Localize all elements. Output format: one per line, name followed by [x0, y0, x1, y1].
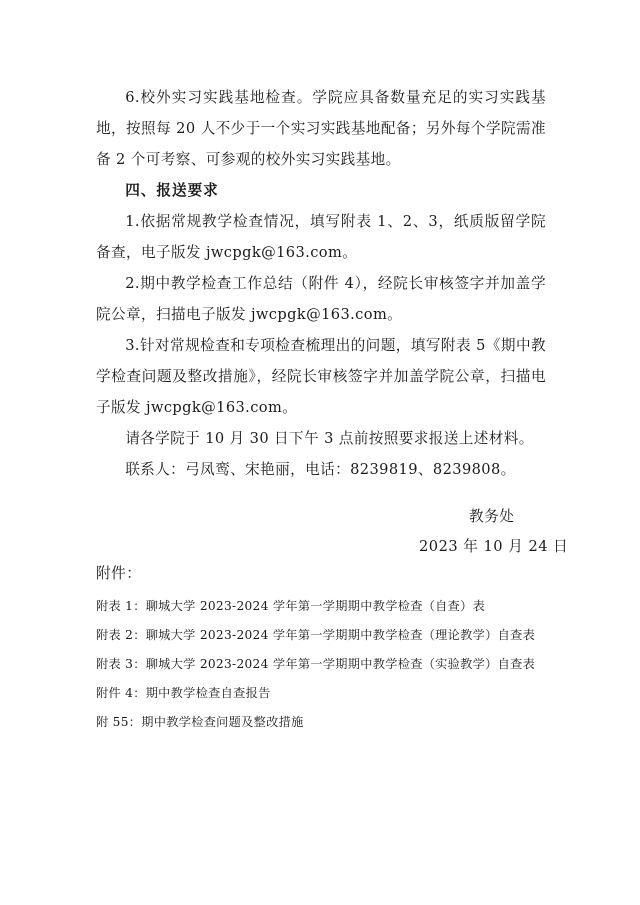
- signature-date: 2023 年 10 月 24 日: [419, 538, 569, 555]
- signature-office: 教务处: [469, 508, 515, 525]
- attachment-item: 附 55：期中教学检查问题及整改措施: [96, 715, 304, 729]
- attachments-title: 附件：: [96, 565, 142, 582]
- paragraph-deadline: 请各学院于 10 月 30 日下午 3 点前按照要求报送上述材料。: [125, 430, 534, 447]
- attachments-list: [96, 592, 535, 737]
- document-body: [96, 82, 546, 485]
- paragraph-requirement-2: 2.期中教学检查工作总结（附件 4），经院长审核签字并加盖学院公章，扫描电子版发 jwcpgk@163.com。: [96, 275, 546, 323]
- attachment-item: 附件 4：期中教学检查自查报告: [96, 686, 271, 700]
- section-heading-submission: 四、报送要求: [125, 182, 219, 199]
- attachment-item: 附表 1：聊城大学 2023-2024 学年第一学期期中教学检查（自查）表: [96, 599, 486, 613]
- attachment-item: 附表 2：聊城大学 2023-2024 学年第一学期期中教学检查（理论教学）自查表: [96, 628, 536, 642]
- paragraph-requirement-1: 1.依据常规教学检查情况，填写附表 1、2、3，纸质版留学院备查，电子版发 jwcpgk@163.com。: [96, 213, 546, 261]
- paragraph-practice-base-check: 6.校外实习实践基地检查。学院应具备数量充足的实习实践基地，按照每 20 人不少于一个实习实践基地配备；另外每个学院需准备 2 个可考察、可参观的校外实习实践基地。: [96, 89, 546, 168]
- attachment-item: 附表 3：聊城大学 2023-2024 学年第一学期期中教学检查（实验教学）自查表: [96, 657, 536, 671]
- paragraph-contact: 联系人：弓凤鸾、宋艳丽，电话：8239819、8239808。: [125, 461, 516, 478]
- paragraph-requirement-3: 3.针对常规检查和专项检查梳理出的问题，填写附表 5《期中教学检查问题及整改措施》，经院长审核签字并加盖学院公章，扫描电子版发 jwcpgk@163.com。: [96, 337, 546, 416]
